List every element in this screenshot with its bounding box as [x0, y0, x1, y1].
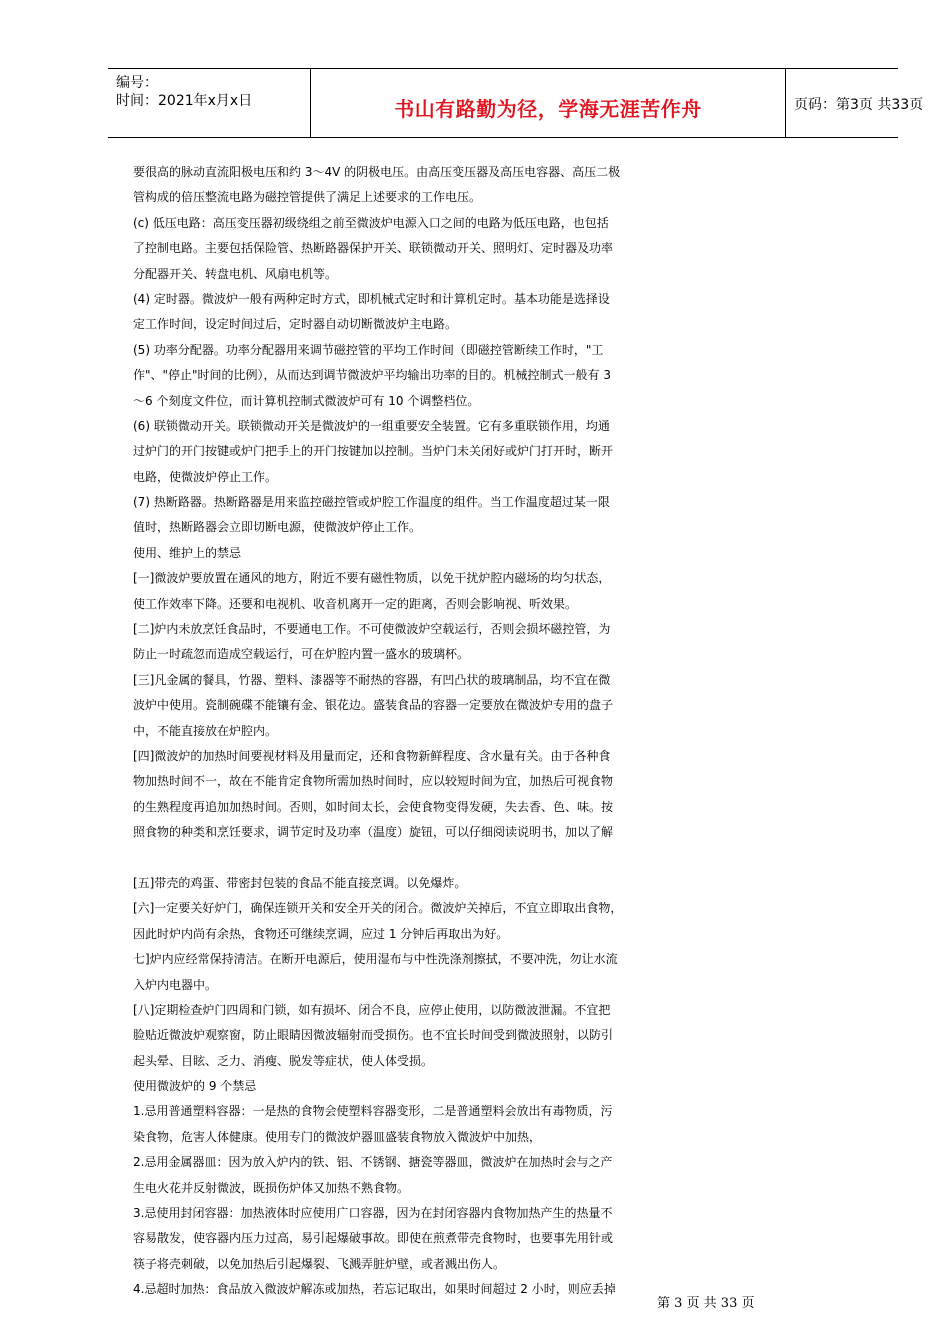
number-label: 编号： — [116, 75, 158, 91]
page-info: 页码：第3页 共33页 — [794, 97, 924, 113]
document-body — [133, 160, 913, 1303]
page-footer: 第 3 页 共 33 页 — [657, 1296, 755, 1311]
text-line: 过炉门的开门按键或炉门把手上的开门按键加以控制。当炉门未关闭好或炉门打开时，断开 — [133, 444, 614, 459]
text-line: [六]一定要关好炉门，确保连锁开关和安全开关的闭合。微波炉关掉后，不宜立即取出食物， — [133, 901, 623, 916]
text-line: [八]定期检查炉门四周和门锁，如有损坏、闭合不良，应停止使用，以防微波泄漏。不宜把 — [133, 1002, 611, 1017]
time-label: 时间：2021年x月x日 — [116, 93, 253, 109]
text-line: 容易散发，使容器内压力过高，易引起爆破事故。即使在煎煮带壳食物时，也要事先用针或 — [133, 1231, 614, 1246]
text-line: 七]炉内应经常保持清洁。在断开电源后，使用湿布与中性洗涤剂擦拭，不要冲洗，勿让水流 — [133, 952, 618, 967]
text-line — [133, 846, 913, 871]
text-line: 起头晕、目眩、乏力、消瘦、脱发等症状，使人体受损。 — [133, 1053, 434, 1068]
text-line: 中，不能直接放在炉腔内。 — [133, 723, 278, 738]
text-line: 1.忌用普通塑料容器：一是热的食物会使塑料容器变形，二是普通塑料会放出有毒物质，污 — [133, 1104, 613, 1119]
text-line: 入炉内电器中。 — [133, 977, 218, 992]
text-line: 电路，使微波炉停止工作。 — [133, 469, 278, 484]
text-line: 3.忌使用封闭容器：加热液体时应使用广口容器，因为在封闭容器内食物加热产生的热量不 — [133, 1206, 613, 1221]
text-line: [二]炉内未放烹饪食品时，不要通电工作。不可使微波炉空载运行，否则会损坏磁控管，为 — [133, 622, 611, 637]
text-line: 筷子将壳刺破，以免加热后引起爆裂、飞溅弄脏炉壁，或者溅出伤人。 — [133, 1256, 506, 1271]
text-line: 4.忌超时加热：食品放入微波炉解冻或加热，若忘记取出，如果时间超过 2 小时，则应丢掉 — [133, 1282, 616, 1297]
text-line: 值时，热断路器会立即切断电源，使微波炉停止工作。 — [133, 520, 422, 535]
text-line: 脸贴近微波炉观察窗，防止眼睛因微波辐射而受损伤。也不宜长时间受到微波照射，以防引 — [133, 1028, 614, 1043]
text-line: 物加热时间不一，故在不能肯定食物所需加热时间时，应以较短时间为宜，加热后可视食物 — [133, 774, 614, 789]
header-page-cell — [786, 69, 924, 137]
header-meta — [108, 69, 311, 137]
text-line: 了控制电路。主要包括保险管、热断路器保护开关、联锁微动开关、照明灯、定时器及功率 — [133, 241, 614, 256]
text-line: [五]带壳的鸡蛋、带密封包装的食品不能直接烹调。以免爆炸。 — [133, 875, 467, 890]
text-line: 作"、"停止"时间的比例），从而达到调节微波炉平均输出功率的目的。机械控制式一般有 3 — [133, 368, 612, 383]
text-line: 2.忌用金属器皿：因为放入炉内的铁、铝、不锈钢、搪瓷等器皿，微波炉在加热时会与之产 — [133, 1155, 613, 1170]
text-line: 管构成的倍压整流电路为磁控管提供了满足上述要求的工作电压。 — [133, 190, 482, 205]
page-header — [108, 68, 924, 138]
text-line: 照食物的种类和烹饪要求，调节定时及功率（温度）旋钮，可以仔细阅读说明书，加以了解 — [133, 825, 614, 840]
text-line: 因此时炉内尚有余热，食物还可继续烹调，应过 1 分钟后再取出为好。 — [133, 926, 509, 941]
text-line: 防止一时疏忽而造成空载运行，可在炉腔内置一盛水的玻璃杯。 — [133, 647, 470, 662]
header-motto-cell — [311, 69, 786, 137]
text-line: (6) 联锁微动开关。联锁微动开关是微波炉的一组重要安全装置。它有多重联锁作用，均通 — [133, 418, 610, 433]
text-line: (7) 热断路器。热断路器是用来监控磁控管或炉腔工作温度的组件。当工作温度超过某一限 — [133, 495, 610, 510]
motto: 书山有路勤为径，学海无涯苦作舟 — [394, 97, 702, 121]
text-line: 的生熟程度再追加加热时间。否则，如时间太长，会使食物变得发硬，失去香、色、味。按 — [133, 799, 614, 814]
text-line: [三]凡金属的餐具，竹器、塑料、漆器等不耐热的容器，有凹凸状的玻璃制品，均不宜在微 — [133, 672, 611, 687]
text-line: [一]微波炉要放置在通风的地方，附近不要有磁性物质，以免干扰炉腔内磁场的均匀状态， — [133, 571, 611, 586]
text-line: 要很高的脉动直流阳极电压和约 3～4V 的阴极电压。由高压变压器及高压电容器、高压二极 — [133, 165, 621, 179]
text-line: 生电火花并反射微波，既损伤炉体又加热不熟食物。 — [133, 1180, 410, 1195]
text-line: (5) 功率分配器。功率分配器用来调节磁控管的平均工作时间（即磁控管断续工作时，"工 — [133, 342, 604, 357]
text-line: [四]微波炉的加热时间要视材料及用量而定，还和食物新鲜程度、含水量有关。由于各种食 — [133, 748, 611, 763]
text-line: 使用、维护上的禁忌 — [133, 545, 242, 560]
text-line: 使工作效率下降。还要和电视机、收音机离开一定的距离，否则会影响视、听效果。 — [133, 596, 578, 611]
text-line: 使用微波炉的 9 个禁忌 — [133, 1079, 257, 1094]
text-line: 定工作时间，设定时间过后，定时器自动切断微波炉主电路。 — [133, 317, 458, 332]
text-line: 分配器开关、转盘电机、风扇电机等。 — [133, 266, 338, 281]
text-line: (4) 定时器。微波炉一般有两种定时方式，即机械式定时和计算机定时。基本功能是选择设 — [133, 291, 610, 306]
text-line: ～6 个刻度文件位，而计算机控制式微波炉可有 10 个调整档位。 — [133, 393, 480, 408]
text-line: (c) 低压电路：高压变压器初级绕组之前至微波炉电源入口之间的电路为低压电路，也包括 — [133, 215, 609, 230]
text-line: 波炉中使用。瓷制碗碟不能镶有金、银花边。盛装食品的容器一定要放在微波炉专用的盘子 — [133, 698, 614, 713]
text-line: 染食物，危害人体健康。使用专门的微波炉器皿盛装食物放入微波炉中加热， — [133, 1129, 542, 1144]
